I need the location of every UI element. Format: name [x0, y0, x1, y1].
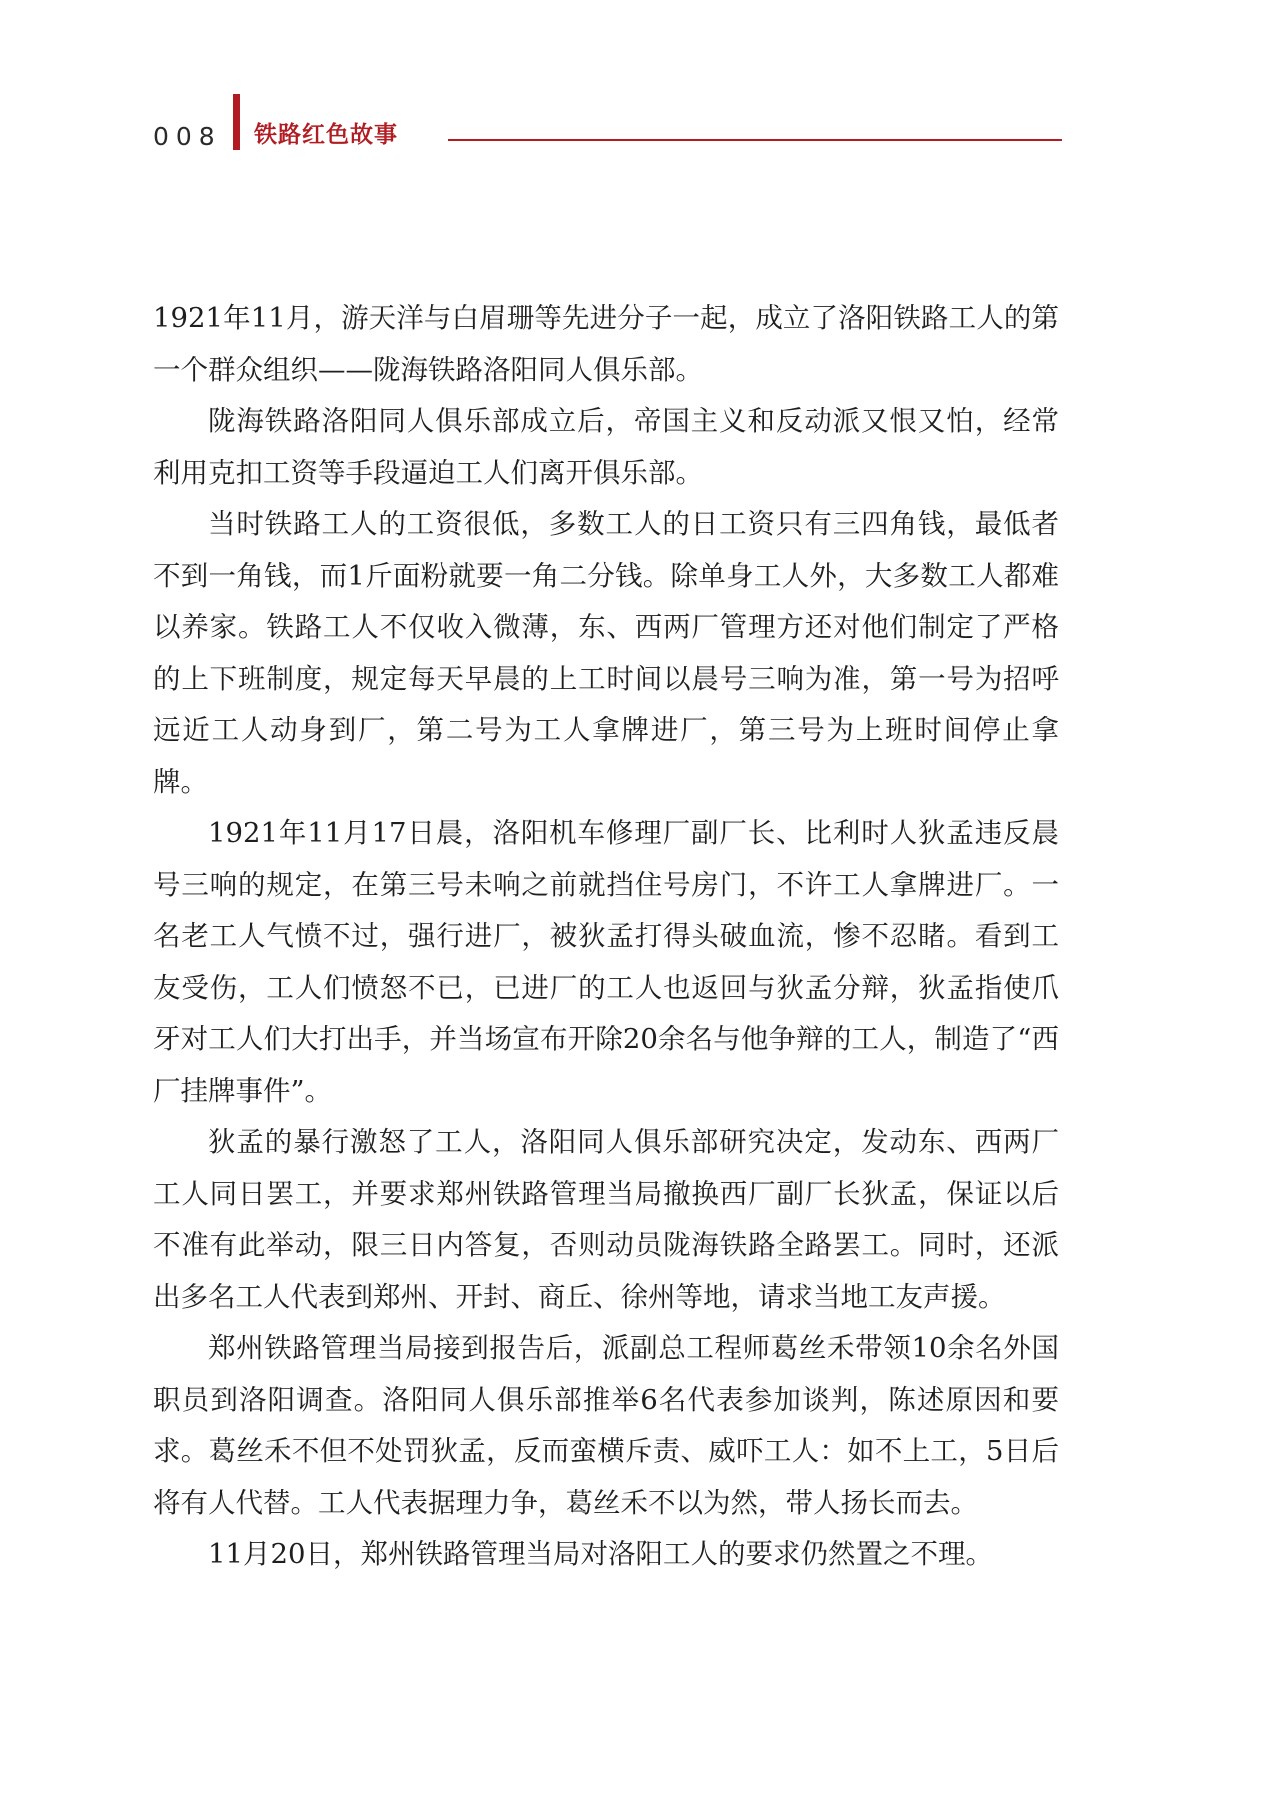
paragraph: 陇海铁路洛阳同人俱乐部成立后，帝国主义和反动派又恨又怕，经常利用克扣工资等手段逼迫工人们离开俱乐部。 [153, 405, 1059, 489]
header-accent-bar [233, 94, 240, 150]
header-rule [448, 139, 1062, 141]
page-number: 008 [153, 122, 222, 151]
paragraph: 1921年11月17日晨，洛阳机车修理厂副厂长、比利时人狄孟违反晨号三响的规定，在第三号未响之前就挡住号房门，不许工人拿牌进厂。一名老工人气愤不过，强行进厂，被狄孟打得头破血流，惨不忍睹。看到工友受伤，工人们愤怒不已，已进厂的工人也返回与狄孟分辩，狄孟指使爪牙对工人们大打出手，并当场宣布开除20余名与他争辩的工人，制造了“西厂挂牌事件”。 [153, 817, 1059, 1107]
paragraph: 狄孟的暴行激怒了工人，洛阳同人俱乐部研究决定，发动东、西两厂工人同日罢工，并要求郑州铁路管理当局撤换西厂副厂长狄孟，保证以后不准有此举动，限三日内答复，否则动员陇海铁路全路罢工。同时，还派出多名工人代表到郑州、开封、商丘、徐州等地，请求当地工友声援。 [153, 1126, 1059, 1313]
paragraph: 11月20日，郑州铁路管理当局对洛阳工人的要求仍然置之不理。 [208, 1538, 993, 1570]
paragraph: 当时铁路工人的工资很低，多数工人的日工资只有三四角钱，最低者不到一角钱，而1斤面粉就要一角二分钱。除单身工人外，大多数工人都难以养家。铁路工人不仅收入微薄，东、西两厂管理方还对他们制定了严格的上下班制度，规定每天早晨的上工时间以晨号三响为准，第一号为招呼远近工人动身到厂，第二号为工人拿牌进厂，第三号为上班时间停止拿牌。 [153, 508, 1059, 798]
book-title: 铁路红色故事 [254, 121, 398, 148]
body-text [153, 293, 1059, 1581]
running-header [153, 92, 1062, 152]
paragraph: 1921年11月，游天洋与白眉珊等先进分子一起，成立了洛阳铁路工人的第一个群众组织——陇海铁路洛阳同人俱乐部。 [153, 302, 1059, 386]
paragraph: 郑州铁路管理当局接到报告后，派副总工程师葛丝禾带领10余名外国职员到洛阳调查。洛阳同人俱乐部推举6名代表参加谈判，陈述原因和要求。葛丝禾不但不处罚狄孟，反而蛮横斥责、威吓工人：如不上工，5日后将有人代替。工人代表据理力争，葛丝禾不以为然，带人扬长而去。 [153, 1332, 1059, 1519]
